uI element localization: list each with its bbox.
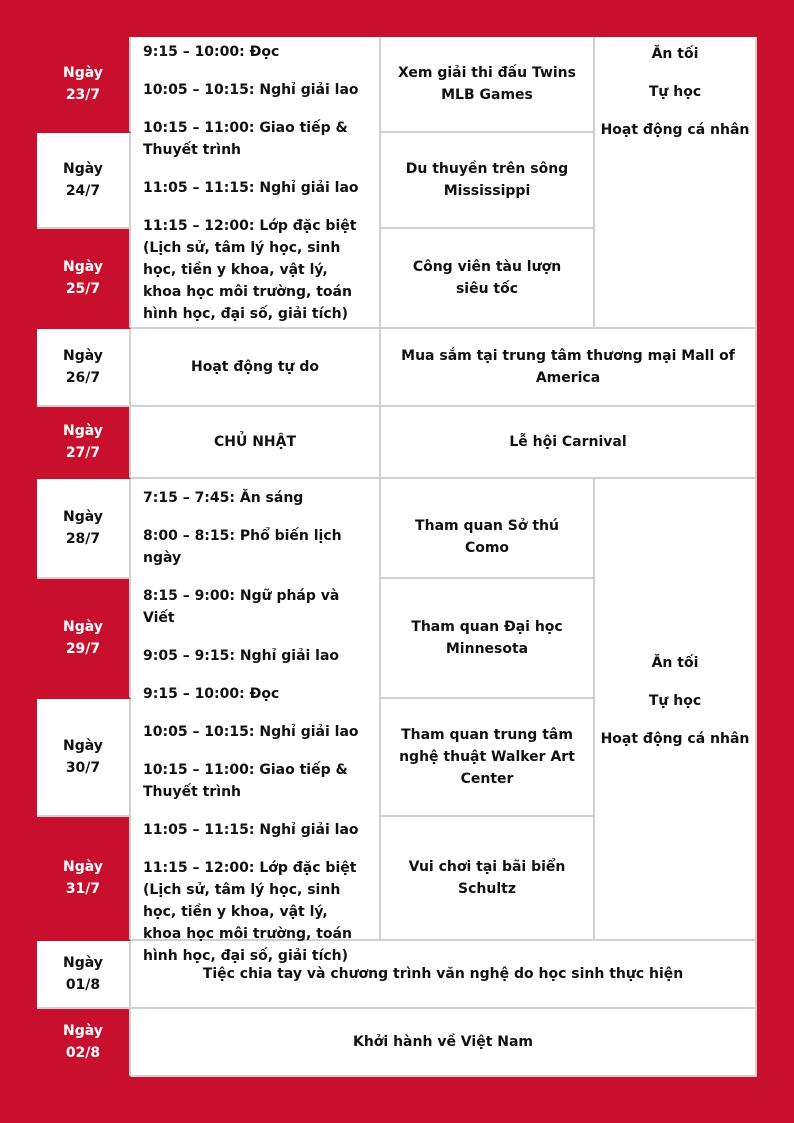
day-cell: [37, 133, 131, 229]
afternoon-activity: Tham quan Đại học Minnesota: [411, 619, 563, 657]
day-cell: [37, 579, 131, 699]
day-date: 25/7: [65, 281, 101, 297]
day-label: Ngày: [63, 259, 103, 275]
afternoon-cell: [381, 329, 757, 407]
day-label: Ngày: [63, 423, 103, 439]
day-label: Ngày: [63, 859, 103, 875]
schedule-item: 10:05 – 10:15: Nghỉ giải lao: [143, 82, 359, 98]
evening-cell-week2: [595, 479, 757, 941]
evening-item: Ăn tối: [651, 46, 699, 62]
schedule-item: 9:15 – 10:00: Đọc: [143, 686, 280, 702]
full-row-activity: Tiệc chia tay và chương trình văn nghệ do học sinh thực hiện: [202, 966, 684, 982]
afternoon-cell: [381, 699, 595, 817]
day-cell: [37, 329, 131, 407]
schedule-item: 8:00 – 8:15: Phổ biến lịch ngày: [143, 528, 342, 566]
evening-item: Tự học: [648, 693, 702, 709]
day-label: Ngày: [63, 1023, 103, 1039]
day-label: Ngày: [63, 955, 103, 971]
schedule-item: 10:05 – 10:15: Nghỉ giải lao: [143, 724, 359, 740]
afternoon-activity: Công viên tàu lượn siêu tốc: [412, 259, 562, 297]
schedule-item: 9:05 – 9:15: Nghỉ giải lao: [143, 648, 340, 664]
evening-item: Hoạt động cá nhân: [600, 122, 750, 138]
day-cell: [37, 37, 131, 133]
morning-schedule-week1: [131, 37, 381, 329]
day-date: 26/7: [65, 370, 101, 386]
schedule-table: [37, 37, 757, 1077]
schedule-item: 9:15 – 10:00: Đọc: [143, 44, 280, 60]
afternoon-cell: [381, 407, 757, 479]
evening-item: Hoạt động cá nhân: [600, 731, 750, 747]
day-date: 30/7: [65, 760, 101, 776]
evening-item: Ăn tối: [651, 655, 699, 671]
day-label: Ngày: [63, 738, 103, 754]
afternoon-activity: Lễ hội Carnival: [509, 434, 627, 450]
day-date: 28/7: [65, 531, 101, 547]
schedule-item: 11:15 – 12:00: Lớp đặc biệt (Lịch sử, tâm lý học, sinh học, tiền y khoa, vật lý, khoa học môi trường, toán hình học, đại số, giải tích): [143, 218, 357, 322]
day-cell: [37, 479, 131, 579]
day-cell: [37, 229, 131, 329]
day-label: Ngày: [63, 65, 103, 81]
afternoon-cell: [381, 229, 595, 329]
day-label: Ngày: [63, 348, 103, 364]
day-cell: [37, 1009, 131, 1077]
full-row-cell: [131, 1009, 757, 1077]
morning-schedule-week2: [131, 479, 381, 964]
full-row-cell: [131, 941, 757, 1009]
evening-cell-week1: [595, 37, 757, 329]
day-date: 02/8: [65, 1045, 101, 1061]
schedule-item: 8:15 – 9:00: Ngữ pháp và Viết: [143, 588, 340, 626]
afternoon-activity: Vui chơi tại bãi biển Schultz: [408, 859, 566, 897]
schedule-item: 10:15 – 11:00: Giao tiếp & Thuyết trình: [143, 762, 348, 800]
afternoon-activity: Du thuyền trên sông Mississippi: [405, 161, 569, 199]
day-date: 01/8: [65, 977, 101, 993]
day-label: Ngày: [63, 161, 103, 177]
afternoon-activity: Xem giải thi đấu Twins MLB Games: [397, 65, 576, 103]
day-date: 29/7: [65, 641, 101, 657]
day-cell: [37, 699, 131, 817]
morning-cell: [131, 329, 381, 407]
day-date: 31/7: [65, 881, 101, 897]
afternoon-cell: [381, 479, 595, 579]
afternoon-cell: [381, 817, 595, 941]
schedule-item: 10:15 – 11:00: Giao tiếp & Thuyết trình: [143, 120, 348, 158]
schedule-item: 11:05 – 11:15: Nghỉ giải lao: [143, 180, 359, 196]
day-label: Ngày: [63, 619, 103, 635]
afternoon-activity: Mua sắm tại trung tâm thương mại Mall of America: [401, 348, 735, 386]
afternoon-activity: Tham quan Sở thú Como: [415, 518, 559, 556]
schedule-item: 11:05 – 11:15: Nghỉ giải lao: [143, 822, 359, 838]
afternoon-cell: [381, 133, 595, 229]
day-cell: [37, 941, 131, 1009]
morning-activity: Hoạt động tự do: [190, 359, 320, 375]
full-row-activity: Khởi hành về Việt Nam: [352, 1034, 534, 1050]
day-label: Ngày: [63, 509, 103, 525]
schedule-item: 11:15 – 12:00: Lớp đặc biệt (Lịch sử, tâm lý học, sinh học, tiền y khoa, vật lý, khoa học môi trường, toán hình học, đại số, giải tích): [143, 860, 357, 964]
afternoon-cell: [381, 579, 595, 699]
day-cell: [37, 407, 131, 479]
morning-cell: [131, 407, 381, 479]
morning-activity: CHỦ NHẬT: [213, 434, 297, 450]
afternoon-activity: Tham quan trung tâm nghệ thuật Walker Art Center: [399, 727, 575, 787]
afternoon-cell: [381, 37, 595, 133]
day-cell: [37, 817, 131, 941]
day-date: 27/7: [65, 445, 101, 461]
schedule-item: 7:15 – 7:45: Ăn sáng: [143, 490, 304, 506]
day-date: 24/7: [65, 183, 101, 199]
day-date: 23/7: [65, 87, 101, 103]
evening-item: Tự học: [648, 84, 702, 100]
